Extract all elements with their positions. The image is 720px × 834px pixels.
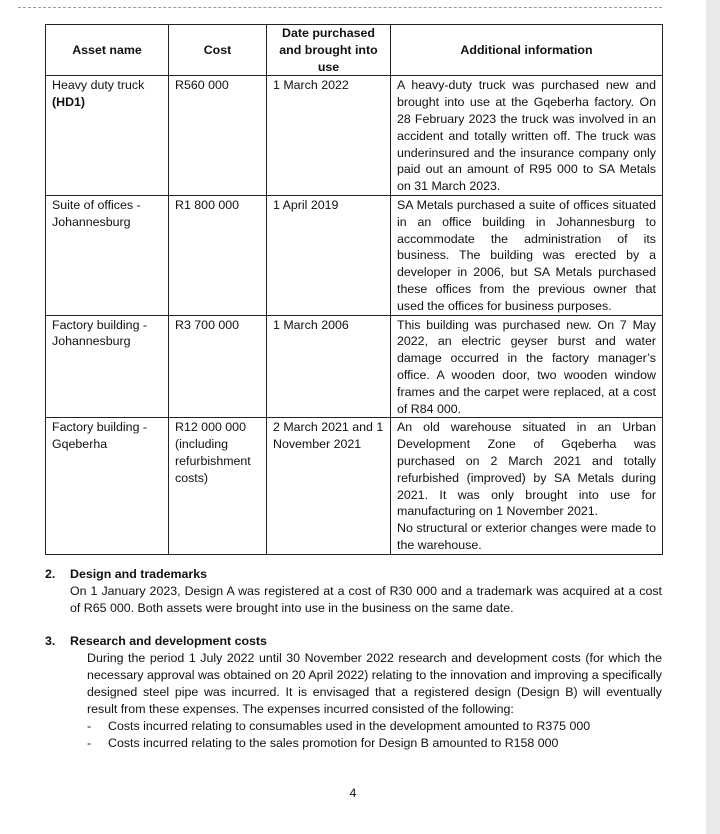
asset-name: Factory building - xyxy=(52,317,148,332)
section-title: Design and trademarks xyxy=(70,567,208,581)
list-item xyxy=(45,718,662,735)
cost-cell: R1 800 000 xyxy=(169,195,267,315)
asset-name-cell xyxy=(46,315,169,418)
asset-name-cell xyxy=(46,195,169,315)
asset-location: Gqeberha xyxy=(52,437,108,452)
table-header-row xyxy=(46,25,663,76)
page-number: 4 xyxy=(349,786,357,800)
date-cell: 1 March 2022 xyxy=(267,76,391,196)
asset-name: Suite of offices - xyxy=(52,197,141,212)
info-cell: SA Metals purchased a suite of offices situated in an office building in Johannesburg to accommodate the administration of its business. The building was erected by a developer in 2006, but SA Metals purchased these offices from the previous owner that used the offices for business purposes. xyxy=(391,195,663,315)
cost-cell: R12 000 000 (including refurbishment costs) xyxy=(169,418,267,554)
header-cost: Cost xyxy=(169,25,267,76)
header-additional-info: Additional information xyxy=(391,25,663,76)
section-heading xyxy=(45,633,662,650)
section-heading xyxy=(45,566,662,583)
top-divider xyxy=(18,7,662,8)
asset-name-cell xyxy=(46,76,169,196)
section-design-trademarks xyxy=(45,566,662,617)
bullet-text: Costs incurred relating to the sales promotion for Design B amounted to R158 000 xyxy=(108,736,559,750)
asset-code: (HD1) xyxy=(52,95,86,110)
date-cell: 1 March 2006 xyxy=(267,315,391,418)
section-research-development xyxy=(45,633,662,752)
cost-cell: R3 700 000 xyxy=(169,315,267,418)
section-number: 2. xyxy=(45,567,56,581)
date-cell: 2 March 2021 and 1 November 2021 xyxy=(267,418,391,554)
table-row xyxy=(46,315,663,418)
section-body: During the period 1 July 2022 until 30 November 2022 research and development costs (for which the necessary approval was obtained on 20 April 2022) relating to the innovation and improving a specifically designed steel pipe was incurred. It is envisaged that a registered design (Design B) will eventually result from these expenses. The expenses incurred consisted of the following: xyxy=(87,651,662,716)
bullet-dash: - xyxy=(87,736,92,750)
bullet-dash: - xyxy=(87,719,92,733)
section-title: Research and development costs xyxy=(70,634,267,648)
asset-name: Heavy duty truck xyxy=(52,78,145,93)
info-paragraph: An old warehouse situated in an Urban Development Zone of Gqeberha was purchased on 2 March 2021 and totally refurbished (improved) by SA Metals during 2021. It was only brought into use for manufacturing on 1 November 2021. xyxy=(397,420,656,519)
asset-location: Johannesburg xyxy=(52,214,131,229)
table-row xyxy=(46,195,663,315)
asset-name-cell xyxy=(46,418,169,554)
table-row xyxy=(46,76,663,196)
info-cell xyxy=(391,418,663,554)
info-cell: A heavy-duty truck was purchased new and brought into use at the Gqeberha factory. On 28 February 2023 the truck was involved in an accident and totally written off. The truck was underinsured and the insurance company only paid out an amount of R95 000 to SA Metals on 31 March 2023. xyxy=(391,76,663,196)
table-row xyxy=(46,418,663,554)
asset-name: Factory building - xyxy=(52,420,148,435)
info-cell: This building was purchased new. On 7 May 2022, an electric geyser burst and water damage occurred in the factory manager’s office. A wooden door, two wooden window frames and the carpet were replaced, at a cost of R84 000. xyxy=(391,315,663,418)
date-cell: 1 April 2019 xyxy=(267,195,391,315)
asset-location: Johannesburg xyxy=(52,334,131,349)
bullet-text: Costs incurred relating to consumables used in the development amounted to R375 000 xyxy=(108,719,591,733)
header-date: Date purchased and brought into use xyxy=(267,25,391,76)
cost-cell: R560 000 xyxy=(169,76,267,196)
list-item xyxy=(45,735,662,752)
header-asset-name: Asset name xyxy=(46,25,169,76)
section-body: On 1 January 2023, Design A was registered at a cost of R30 000 and a trademark was acquired at a cost of R65 000. Both assets were brought into use in the business on the same date. xyxy=(70,584,662,615)
asset-table xyxy=(45,24,663,555)
section-number: 3. xyxy=(45,634,56,648)
info-paragraph: No structural or exterior changes were made to the warehouse. xyxy=(397,521,656,552)
